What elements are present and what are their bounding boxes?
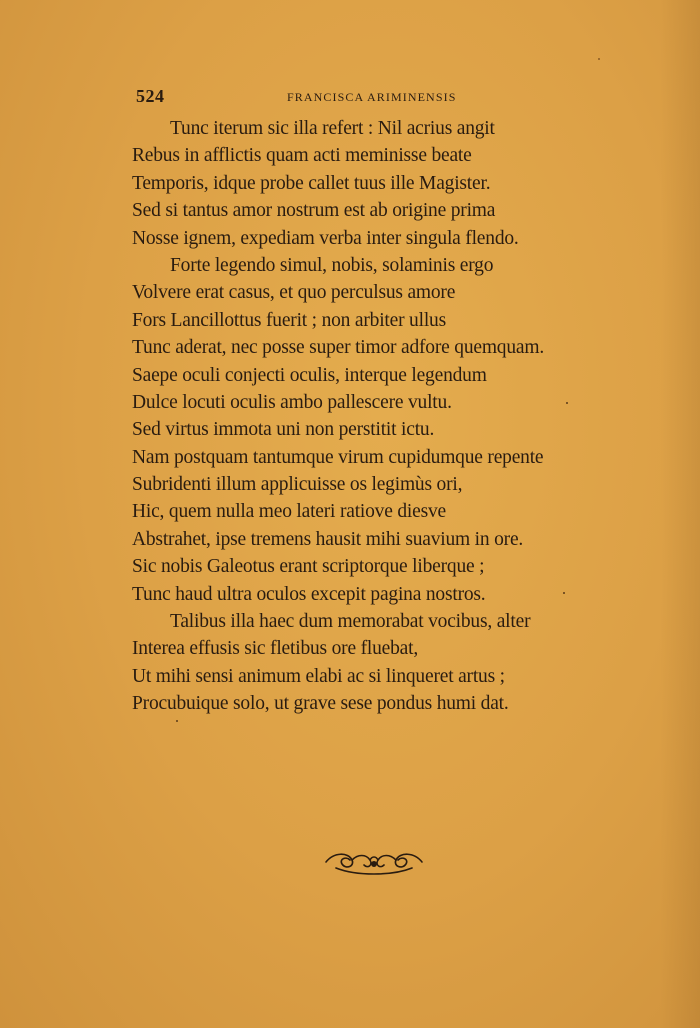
poem-line: Sed virtus immota uni non perstitit ictu. bbox=[132, 419, 435, 441]
paper-speck bbox=[598, 58, 600, 60]
poem-line: Interea effusis sic fletibus ore fluebat, bbox=[132, 638, 418, 660]
poem-line: Forte legendo simul, nobis, solaminis ergo bbox=[170, 254, 494, 276]
poem-line: Tunc haud ultra oculos excepit pagina nostros. bbox=[132, 583, 486, 605]
poem-line: Subridenti illum applicuisse os legimùs ori, bbox=[132, 474, 463, 496]
page-number: 524 bbox=[136, 86, 165, 106]
poem-line: Dulce locuti oculis ambo pallescere vultu. bbox=[132, 391, 452, 413]
paper-speck bbox=[563, 592, 565, 594]
poem-line: Abstrahet, ipse tremens hausit mihi suavium in ore. bbox=[132, 528, 524, 550]
paper-speck bbox=[566, 402, 568, 404]
poem-line: Volvere erat casus, et quo perculsus amore bbox=[132, 282, 456, 304]
decorative-tailpiece-icon bbox=[322, 846, 426, 878]
poem-line: Tunc iterum sic illa refert : Nil acrius angit bbox=[170, 118, 495, 139]
page-edge-shadow bbox=[660, 0, 700, 1028]
poem-line: Sic nobis Galeotus erant scriptorque liberque ; bbox=[132, 556, 485, 578]
poem-line: Ut mihi sensi animum elabi ac si linqueret artus ; bbox=[132, 665, 505, 687]
poem-line: Nosse ignem, expediam verba inter singula flendo. bbox=[132, 227, 519, 249]
poem-line: Sed si tantus amor nostrum est ab origine prima bbox=[132, 200, 496, 222]
poem-line: Hic, quem nulla meo lateri ratiove diesve bbox=[132, 501, 446, 523]
page-header bbox=[136, 86, 616, 110]
running-title: FRANCISCA ARIMINENSIS bbox=[287, 90, 457, 104]
poem-line: Rebus in afflictis quam acti meminisse beate bbox=[132, 145, 472, 167]
poem-line: Saepe oculi conjecti oculis, interque legendum bbox=[132, 364, 487, 386]
poem-line: Fors Lancillottus fuerit ; non arbiter ullus bbox=[132, 309, 446, 331]
poem-line: Procubuique solo, ut grave sese pondus humi dat. bbox=[132, 693, 509, 715]
poem-line: Nam postquam tantumque virum cupidumque repente bbox=[132, 446, 544, 468]
poem-line: Tunc aderat, nec posse super timor adfore quemquam. bbox=[132, 337, 545, 359]
paper-speck bbox=[176, 720, 178, 722]
poem-line: Talibus illa haec dum memorabat vocibus, alter bbox=[170, 611, 531, 633]
poem-text bbox=[132, 115, 632, 718]
poem-line: Temporis, idque probe callet tuus ille Magister. bbox=[132, 172, 491, 194]
